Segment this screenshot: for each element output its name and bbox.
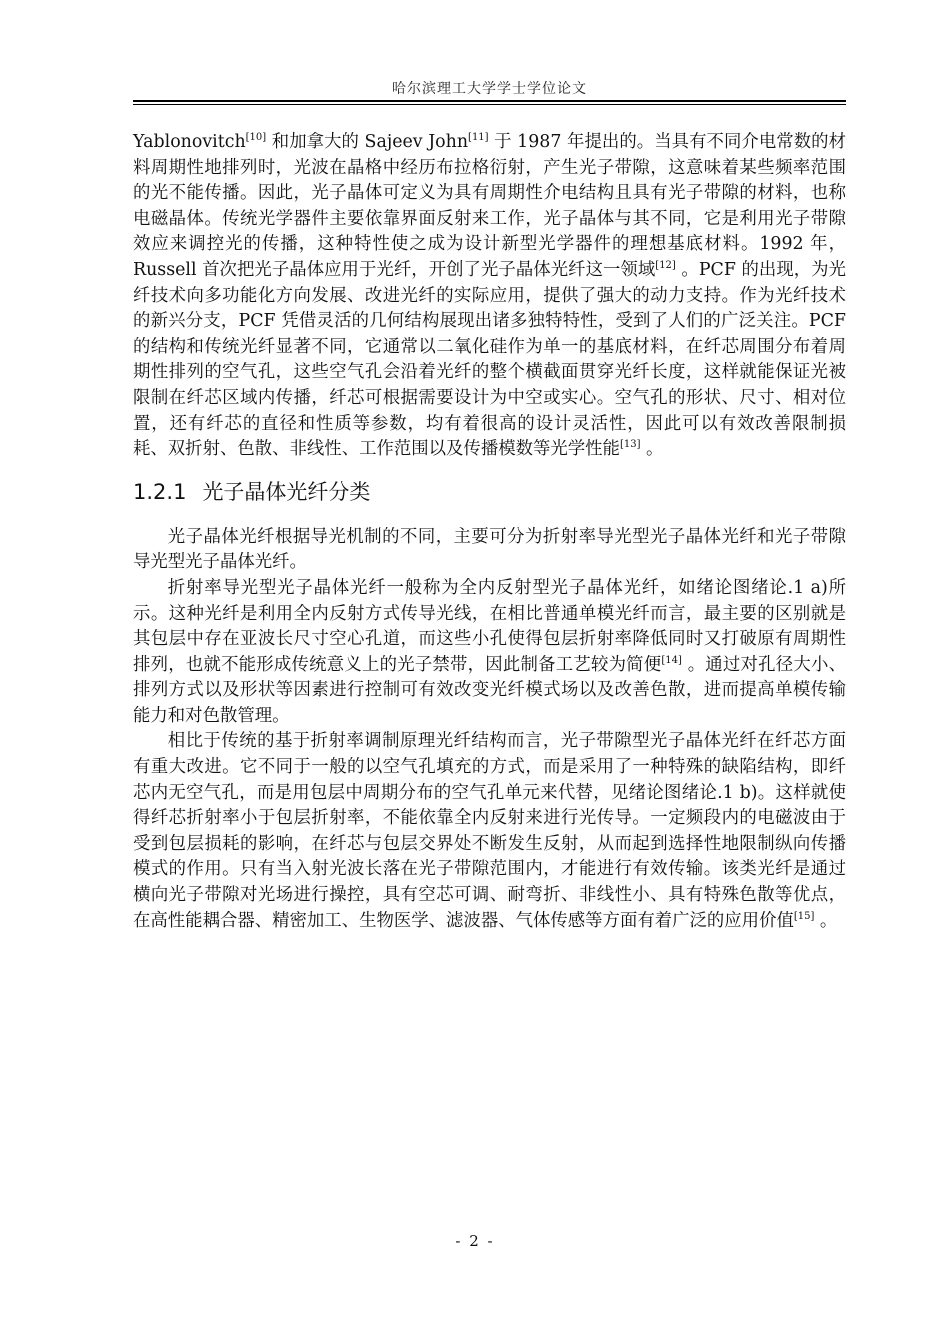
citation-ref: [11] [468, 132, 489, 144]
header-rule-thick [133, 100, 846, 102]
page-number: - 2 - [455, 1232, 495, 1250]
citation-ref: [12] [655, 260, 676, 272]
intro-paragraph: Yablonovitch[10] 和加拿大的 Sajeev John[11] 于 1987 年提出的。当具有不同介电常数的材料周期性地排列时，光波在晶格中经历布拉格衍射，产生光子带隙，这意味着某些频率范围的光不能传播。因此，光子晶体可定义为具有周期性介电结构且具有光子带隙的材料，也称电磁晶体。传统光学器件主要依靠界面反射来工作，光子晶体与其不同，它是利用光子带隙效应来调控光的传播，这种特性使之成为设计新型光学器件的理想基底材料。1992 年，Russell 首次把光子晶体应用于光纤，开创了光子晶体光纤这一领域[12] 。PCF 的出现，为光纤技术向多功能化方向发展、改进光纤的实际应用，提供了强大的动力支持。作为光纤技术的新兴分支，PCF 凭借灵活的几何结构展现出诸多独特特性，受到了人们的广泛关注。PCF 的结构和传统光纤显著不同，它通常以二氧化硅作为单一的基底材料，在纤芯周围分布着周期性排列的空气孔，这些空气孔会沿着光纤的整个横截面贯穿光纤长度，这样就能保证光被限制在纤芯区域内传播，纤芯可根据需要设计为中空或实心。空气孔的形状、尺寸、相对位置，还有纤芯的直径和性质等参数，均有着很高的设计灵活性，因此可以有效改善限制损耗、双折射、色散、非线性、工作范围以及传播模数等光学性能[13] 。 [133, 132, 847, 460]
citation-ref: [10] [245, 132, 267, 144]
citation-ref: [13] [619, 439, 641, 451]
page-body [133, 130, 846, 934]
paragraph-index-guiding: 折射率导光型光子晶体光纤一般称为全内反射型光子晶体光纤，如绪论图绪论.1 a)所示。这种光纤是利用全内反射方式传导光线，在相比普通单模光纤而言，最主要的区别就是其包层中存在亚波长尺寸空心孔道，而这些小孔使得包层折射率降低同时又打破原有周期性排列，也就不能形成传统意义上的光子禁带，因此制备工艺较为简便[14] 。通过对孔径大小、排列方式以及形状等因素进行控制可有效改变光纤模式场以及改善色散，进而提高单模传输能力和对色散管理。 [133, 577, 846, 726]
citation-ref: [14] [661, 654, 682, 666]
section-number: 1.2.1 [133, 479, 187, 504]
paragraph-bandgap-guiding: 相比于传统的基于折射率调制原理光纤结构而言，光子带隙型光子晶体光纤在纤芯方面有重大改进。它不同于一般的以空气孔填充的方式，而是采用了一种特殊的缺陷结构，即纤芯内无空气孔，而是用包层中周期分布的空气孔单元来代替，见绪论图绪论.1 b)。这样就使得纤芯折射率小于包层折射率，不能依靠全内反射来进行光传导。一定频段内的电磁波由于受到包层损耗的影响，在纤芯与包层交界处不断发生反射，从而起到选择性地限制纵向传播模式的作用。只有当入射光波长落在光子带隙范围内，才能进行有效传输。该类光纤是通过横向光子带隙对光场进行操控，具有空芯可调、耐弯折、非线性小、具有特殊色散等优点，在高性能耦合器、精密加工、生物医学、滤波器、气体传感等方面有着广泛的应用价值[15] 。 [133, 731, 846, 931]
section-heading [133, 477, 846, 507]
paragraph-classification: 光子晶体光纤根据导光机制的不同，主要可分为折射率导光型光子晶体光纤和光子带隙导光型光子晶体光纤。 [133, 526, 846, 573]
running-header: 哈尔滨理工大学学士学位论文 [392, 81, 587, 97]
header-rule-thin [133, 104, 846, 105]
section-title: 光子晶体光纤分类 [202, 479, 371, 504]
citation-ref: [15] [793, 910, 815, 922]
